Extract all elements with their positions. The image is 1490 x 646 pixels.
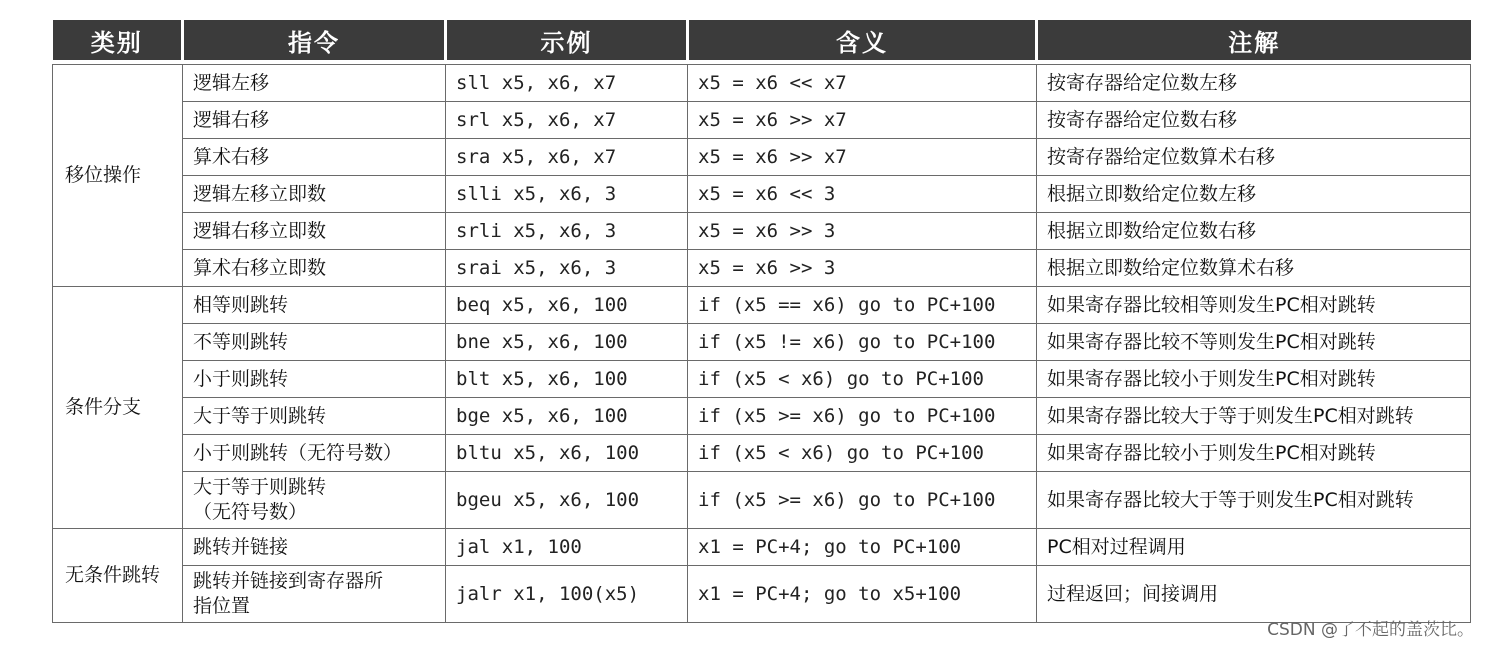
example-cell: slli x5, x6, 3 xyxy=(446,176,688,213)
instruction-cell: 不等则跳转 xyxy=(183,324,446,361)
example-cell: bne x5, x6, 100 xyxy=(446,324,688,361)
table-row xyxy=(53,250,1471,287)
note-cell: 过程返回；间接调用 xyxy=(1037,566,1471,623)
table-row xyxy=(53,566,1471,623)
watermark: CSDN @了不起的盖茨比。 xyxy=(1267,620,1474,640)
instruction-cell: 相等则跳转 xyxy=(183,287,446,324)
table-row xyxy=(53,65,1471,102)
note-cell: 如果寄存器比较不等则发生PC相对跳转 xyxy=(1037,324,1471,361)
table-row xyxy=(53,287,1471,324)
header-note: 注解 xyxy=(1037,20,1471,60)
meaning-cell: if (x5 < x6) go to PC+100 xyxy=(688,361,1037,398)
header-instruction: 指令 xyxy=(183,20,446,60)
meaning-cell: if (x5 >= x6) go to PC+100 xyxy=(688,398,1037,435)
meaning-cell: x5 = x6 << x7 xyxy=(688,65,1037,102)
instruction-cell: 逻辑右移 xyxy=(183,102,446,139)
note-cell: 如果寄存器比较大于等于则发生PC相对跳转 xyxy=(1037,398,1471,435)
instruction-cell: 算术右移 xyxy=(183,139,446,176)
example-cell: sll x5, x6, x7 xyxy=(446,65,688,102)
table-row xyxy=(53,435,1471,472)
table-row xyxy=(53,102,1471,139)
instruction-cell: 大于等于则跳转 xyxy=(183,398,446,435)
meaning-cell: x1 = PC+4; go to x5+100 xyxy=(688,566,1037,623)
instruction-table xyxy=(52,20,1471,623)
instruction-cell: 小于则跳转（无符号数） xyxy=(183,435,446,472)
note-cell: 如果寄存器比较小于则发生PC相对跳转 xyxy=(1037,361,1471,398)
example-cell: sra x5, x6, x7 xyxy=(446,139,688,176)
header-example: 示例 xyxy=(446,20,688,60)
category-cell: 条件分支 xyxy=(53,287,183,529)
meaning-cell: if (x5 == x6) go to PC+100 xyxy=(688,287,1037,324)
example-cell: srl x5, x6, x7 xyxy=(446,102,688,139)
instruction-cell: 跳转并链接到寄存器所 指位置 xyxy=(183,566,446,623)
instruction-cell: 逻辑左移立即数 xyxy=(183,176,446,213)
instruction-cell: 逻辑右移立即数 xyxy=(183,213,446,250)
example-cell: jalr x1, 100(x5) xyxy=(446,566,688,623)
example-cell: bltu x5, x6, 100 xyxy=(446,435,688,472)
note-cell: 如果寄存器比较相等则发生PC相对跳转 xyxy=(1037,287,1471,324)
table-row xyxy=(53,361,1471,398)
category-cell: 无条件跳转 xyxy=(53,529,183,623)
note-cell: 按寄存器给定位数左移 xyxy=(1037,65,1471,102)
table-row xyxy=(53,176,1471,213)
meaning-cell: x5 = x6 >> 3 xyxy=(688,250,1037,287)
table-row xyxy=(53,324,1471,361)
meaning-cell: x5 = x6 >> 3 xyxy=(688,213,1037,250)
example-cell: srli x5, x6, 3 xyxy=(446,213,688,250)
instruction-cell: 跳转并链接 xyxy=(183,529,446,566)
note-cell: 根据立即数给定位数左移 xyxy=(1037,176,1471,213)
note-cell: 根据立即数给定位数右移 xyxy=(1037,213,1471,250)
header-category: 类别 xyxy=(53,20,183,60)
table-body xyxy=(53,60,1471,623)
table-row xyxy=(53,472,1471,529)
example-cell: blt x5, x6, 100 xyxy=(446,361,688,398)
note-cell: 按寄存器给定位数右移 xyxy=(1037,102,1471,139)
instruction-table-container xyxy=(52,20,1470,623)
meaning-cell: x5 = x6 << 3 xyxy=(688,176,1037,213)
meaning-cell: x1 = PC+4; go to PC+100 xyxy=(688,529,1037,566)
meaning-cell: x5 = x6 >> x7 xyxy=(688,102,1037,139)
category-cell: 移位操作 xyxy=(53,65,183,287)
note-cell: 如果寄存器比较大于等于则发生PC相对跳转 xyxy=(1037,472,1471,529)
table-row xyxy=(53,213,1471,250)
example-cell: beq x5, x6, 100 xyxy=(446,287,688,324)
meaning-cell: if (x5 >= x6) go to PC+100 xyxy=(688,472,1037,529)
note-cell: 如果寄存器比较小于则发生PC相对跳转 xyxy=(1037,435,1471,472)
instruction-cell: 大于等于则跳转 （无符号数） xyxy=(183,472,446,529)
table-row xyxy=(53,529,1471,566)
instruction-cell: 算术右移立即数 xyxy=(183,250,446,287)
example-cell: jal x1, 100 xyxy=(446,529,688,566)
instruction-cell: 逻辑左移 xyxy=(183,65,446,102)
header-row xyxy=(53,20,1471,60)
meaning-cell: if (x5 != x6) go to PC+100 xyxy=(688,324,1037,361)
header-meaning: 含义 xyxy=(688,20,1037,60)
meaning-cell: if (x5 < x6) go to PC+100 xyxy=(688,435,1037,472)
example-cell: srai x5, x6, 3 xyxy=(446,250,688,287)
note-cell: 按寄存器给定位数算术右移 xyxy=(1037,139,1471,176)
instruction-cell: 小于则跳转 xyxy=(183,361,446,398)
table-row xyxy=(53,139,1471,176)
note-cell: PC相对过程调用 xyxy=(1037,529,1471,566)
example-cell: bge x5, x6, 100 xyxy=(446,398,688,435)
meaning-cell: x5 = x6 >> x7 xyxy=(688,139,1037,176)
table-row xyxy=(53,398,1471,435)
note-cell: 根据立即数给定位数算术右移 xyxy=(1037,250,1471,287)
example-cell: bgeu x5, x6, 100 xyxy=(446,472,688,529)
